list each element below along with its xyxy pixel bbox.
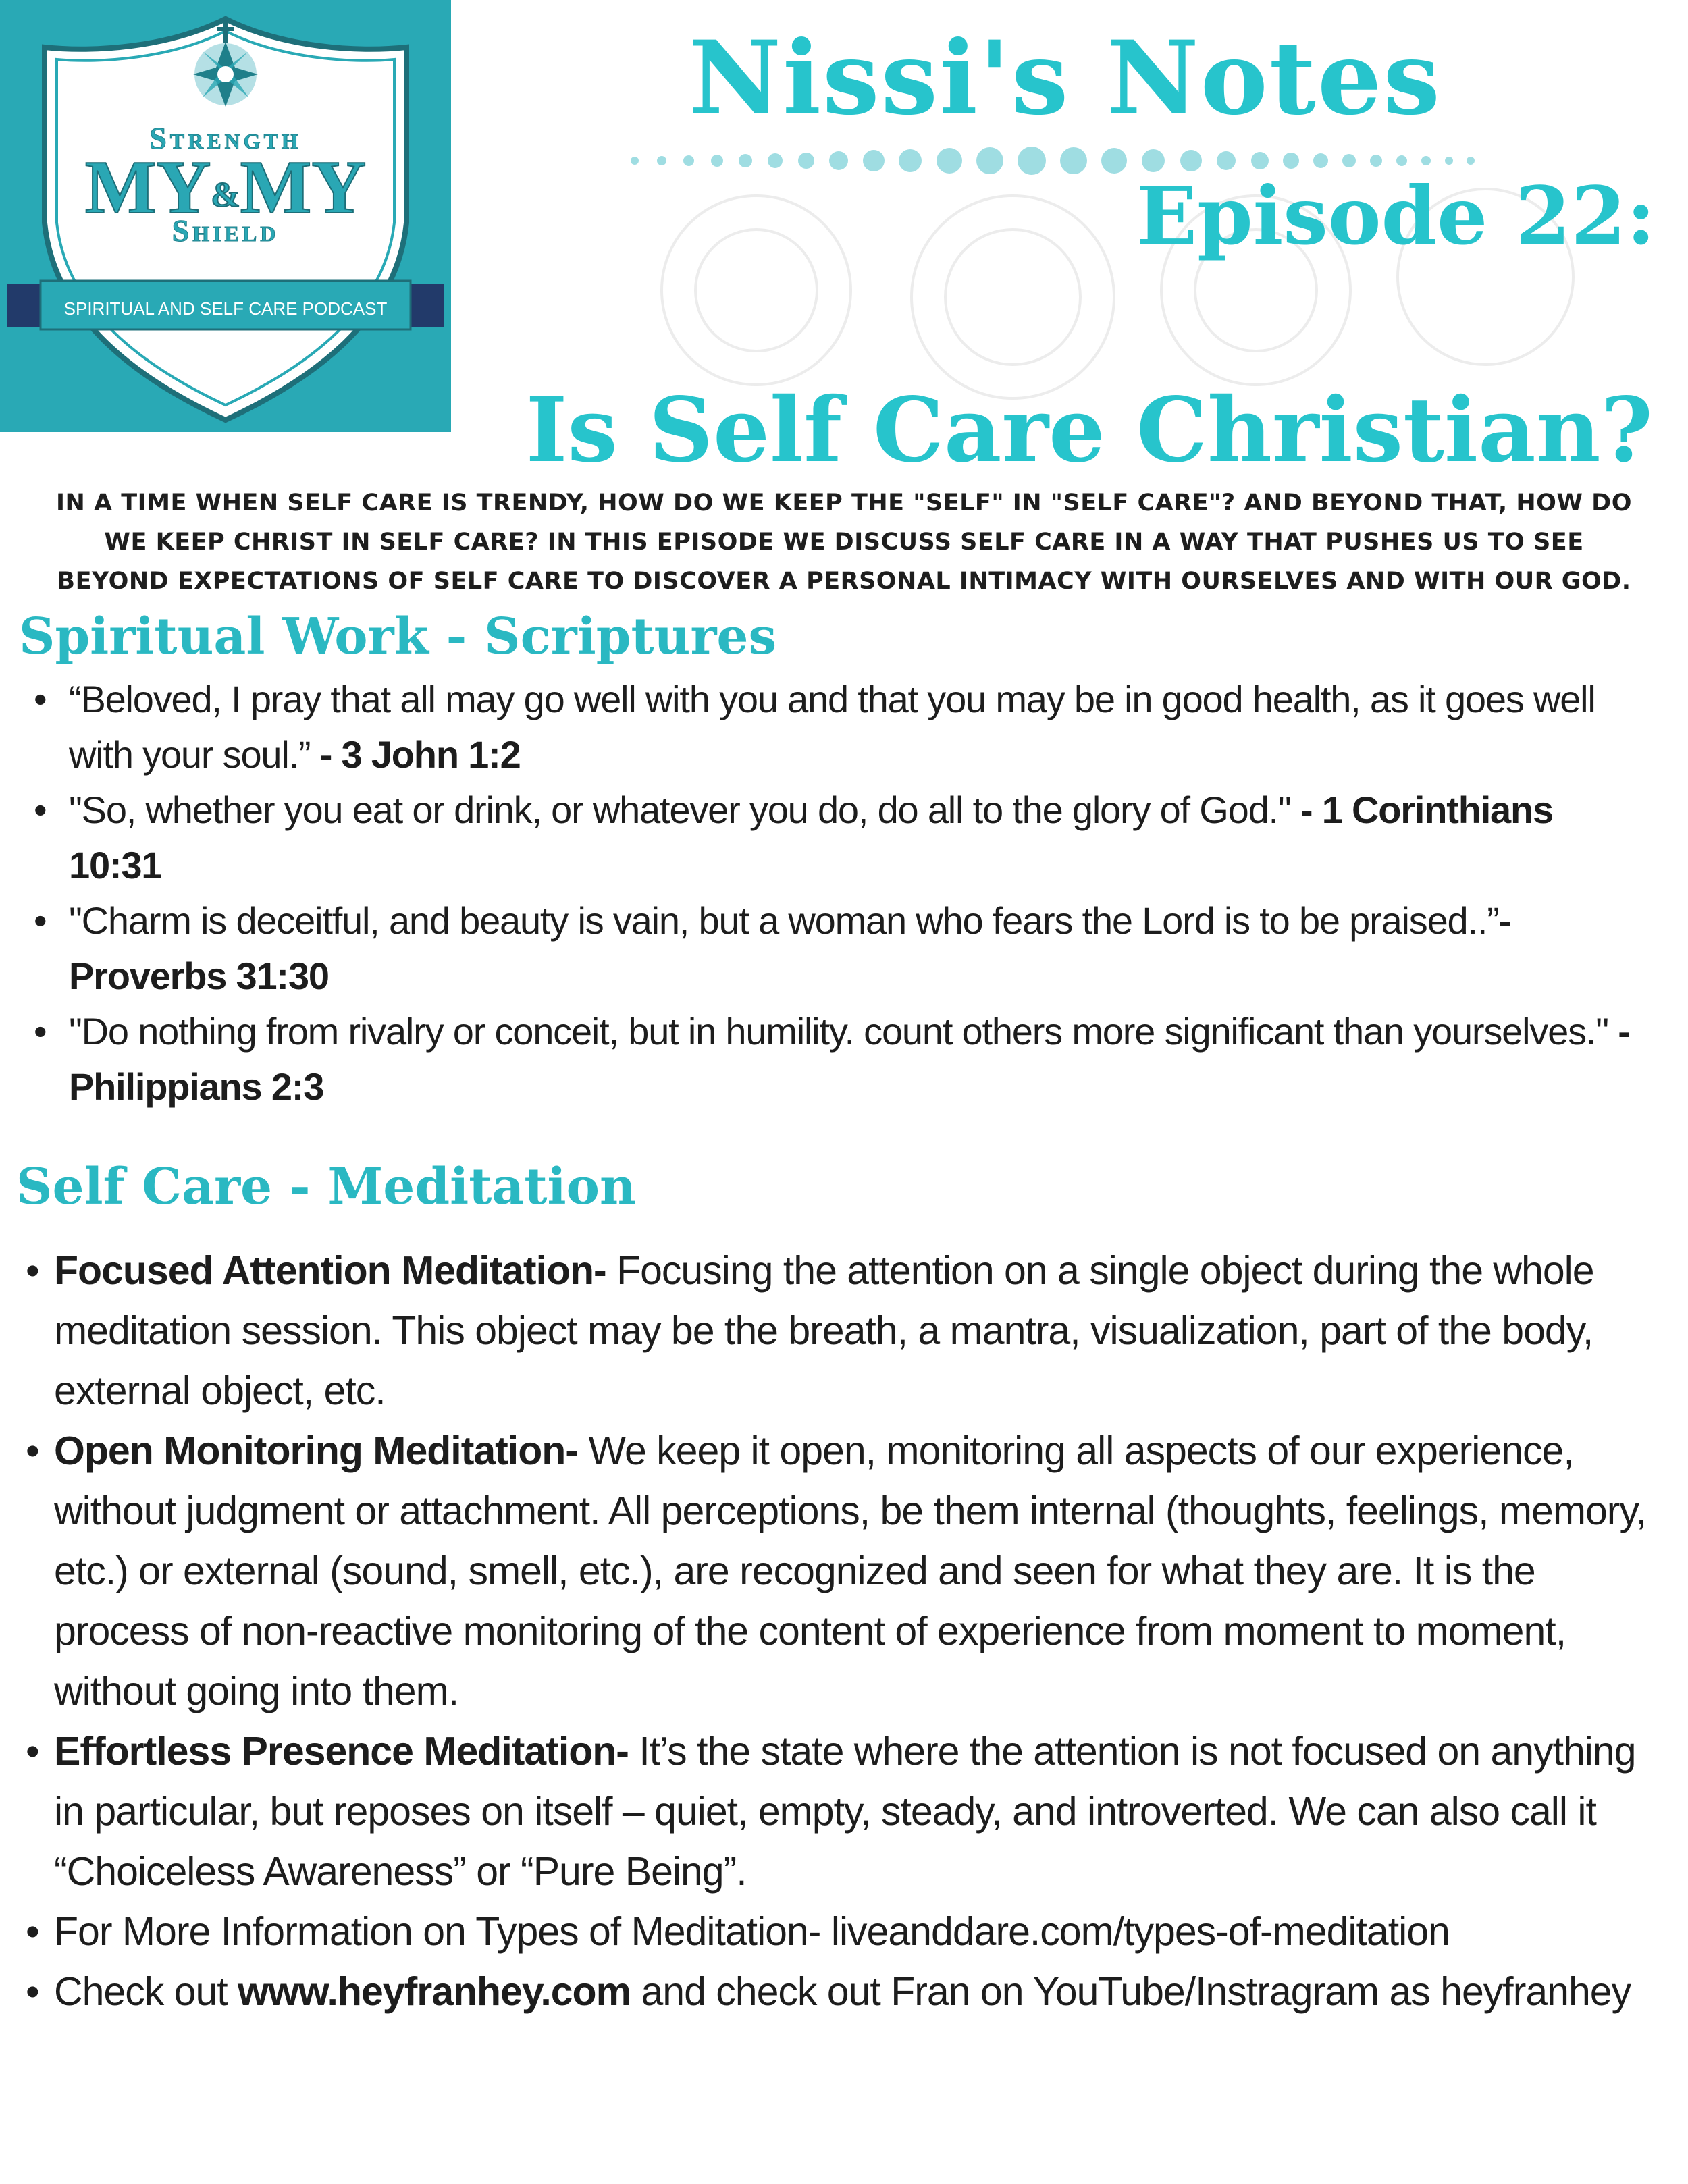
page-title: Nissi's Notes (689, 19, 1442, 138)
social-text: and check out Fran on YouTube/Instragram as heyfranhey (631, 1969, 1631, 2014)
episode-number: Episode 22: (1136, 169, 1656, 263)
website-link[interactable]: www.heyfranhey.com (238, 1969, 631, 2014)
podcast-logo (0, 0, 451, 432)
decorative-dots-and-mandalas (473, 122, 1674, 405)
meditation-type-label: Focused Attention Meditation- (54, 1248, 606, 1293)
scripture-quote: "Do nothing from rivalry or conceit, but in humility. count others more significant than yourselves." (69, 1010, 1618, 1053)
scripture-reference: - 3 John 1:2 (319, 733, 521, 776)
logo-word-strength: Strength (149, 121, 302, 155)
scripture-quote: “Beloved, I pray that all may go well with you and that you may be in good health, as it goes well with your soul.” (69, 678, 1595, 776)
meditation-type-label: Effortless Presence Meditation- (54, 1729, 629, 1774)
meditation-type-description: Focusing the attention on a single object during the whole meditation session. This object may be the breath, a mantra, visualization, part of the body, external object, etc. (54, 1248, 1594, 1413)
episode-description: IN A TIME WHEN SELF CARE IS TRENDY, HOW DO WE KEEP THE "SELF" IN "SELF CARE"? AND BEYOND THAT, HOW DO WE KEEP CHRIST IN SELF CARE? IN THIS EPISODE WE DISCUSS SELF CARE IN A WAY THAT PUSHES US TO SEE BEYOND EXPECTATIONS OF SELF CARE TO DISCOVER A PERSONAL INTIMACY WITH OURSELVES AND WITH OUR GOD. (56, 489, 1632, 595)
scripture-reference: - Proverbs 31:30 (69, 899, 1511, 997)
scriptures-heading: Spiritual Work - Scriptures (19, 608, 777, 666)
scripture-quote: "Charm is deceitful, and beauty is vain, but a woman who fears the Lord is to be praised..” (69, 899, 1499, 942)
meditation-heading: Self Care - Meditation (16, 1158, 636, 1216)
list-item (20, 1722, 1668, 1902)
meditation-type-label: Open Monitoring Meditation- (54, 1429, 578, 1473)
list-item (20, 1241, 1668, 1421)
scripture-quote: "So, whether you eat or drink, or whatever you do, do all to the glory of God." (69, 789, 1300, 831)
scripture-list (28, 672, 1649, 1115)
list-item (20, 1902, 1668, 1962)
check-out-text: Check out (54, 1969, 238, 2014)
logo-word-shield: Shield (172, 213, 280, 248)
logo-ribbon-text: SPIRITUAL AND SELF CARE PODCAST (63, 298, 388, 319)
meditation-type-description: It’s the state where the attention is not focused on anything in particular, but reposes on itself – quiet, empty, steady, and introverted. We can also call it “Choiceless Awareness” or “Pure Being”. (54, 1729, 1636, 1894)
meditation-list (20, 1241, 1668, 2022)
list-item (28, 672, 1649, 782)
meditation-type-description: We keep it open, monitoring all aspects of our experience, without judgment or attachment. All perceptions, be them internal (thoughts, feelings, memory, etc.) or external (sound, smell, etc.), are recognized and seen for what they are. It is the process of non-reactive monitoring of the content of experience from moment to moment, without going into them. (54, 1429, 1646, 1713)
more-info-text: For More Information on Types of Meditation- liveanddare.com/types-of-meditation (54, 1909, 1450, 1954)
list-item (28, 893, 1649, 1004)
logo-ampersand: & (211, 176, 240, 215)
list-item (20, 1962, 1668, 2022)
episode-title: Is Self Care Christian? (525, 378, 1653, 483)
list-item (20, 1421, 1668, 1722)
logo-my-right: MY (240, 146, 367, 230)
scripture-reference: - 1 Corinthians 10:31 (69, 789, 1553, 886)
scripture-reference: - Philippians 2:3 (69, 1010, 1630, 1108)
list-item (28, 1004, 1649, 1115)
list-item (28, 782, 1649, 893)
logo-my-left: MY (84, 146, 211, 230)
